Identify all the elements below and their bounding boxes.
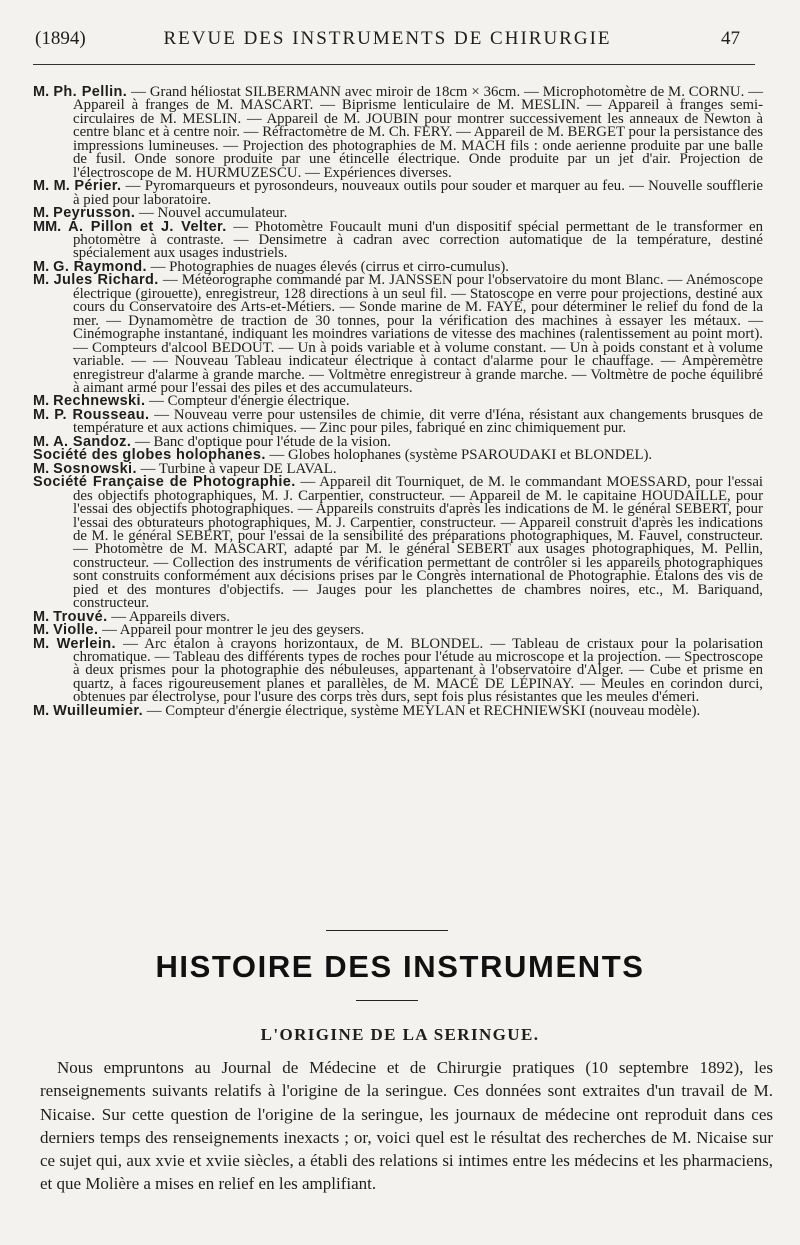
- entry-prefix: M.: [33, 635, 57, 652]
- entry-prefix: M.: [33, 433, 54, 450]
- header-rule: [33, 64, 755, 65]
- entry-prefix: M.: [33, 205, 54, 222]
- section-rule-bottom: [356, 1000, 418, 1001]
- list-item: [33, 274, 763, 395]
- year-label: (1894): [35, 28, 86, 49]
- entry-name: Trouvé.: [53, 608, 108, 625]
- entry-name: Violle.: [53, 622, 99, 639]
- entry-text: — Turbine à vapeur DE LAVAL.: [136, 460, 337, 477]
- list-item: [33, 476, 763, 611]
- entry-text: — Appareil dit Tourniquet, de M. le commandant MOESSARD, pour l'essai des objectifs photographiques, M. J. Carpentier, constructeur. — Appareil de M. le capitaine HOUDAILLE, pour l'essai des objectifs photographiques. — Appareils construits d'après les indications de M. le général SEBERT, pour l'essai des obturateurs photographiques, M. J. Carpentier, constructeur. — Appareil construit d'après les indications de M. le général SEBERT, pour l'essai de la sensibilité des préparations photographiques, M. Fauvel, constructeur. — Photomètre de M. MASCART, adapté par M. le général SEBERT aux usages photographiques, M. Pellin, constructeur. — Collection des instruments de vérification permettant de contrôler si les appareils photographiques sont construits conformément aux décisions prises par le Congrès international de Photographie. Étalons des vis de pied et des montures d'objectifs. — Jauges pour les planchettes de chambres noires, etc., M. Bariquand, constructeur.: [73, 474, 763, 612]
- entry-text: — Appareil pour montrer le jeu des geysers.: [98, 622, 365, 639]
- list-item: [33, 702, 763, 719]
- entry-name: P. Rousseau.: [54, 406, 150, 423]
- entry-text: — Compteur d'énergie électrique, système MEYLAN et RECHNIEWSKI (nouveau modèle).: [143, 702, 701, 719]
- entry-prefix: M.: [33, 272, 54, 289]
- entry-text: — Météorographe commandé par M. JANSSEN pour l'observatoire du mont Blanc. — Anémoscope électrique (girouette), enregistreur, 128 directions à un seul fil. — Statoscope en verre pour projections, destiné aux cours du Conservatoire des Arts-et-Métiers. — Sonde marine de M. FAYÉ, pour déterminer le relief du fond de la mer. — Dynamomètre de traction de 30 tonnes, pour la vérification des machines à essayer les métaux. — Cinémographe instantané, indiquant les moindres variations de vitesse des machines (ralentissement au point mort). — Compteurs d'alcool BEDOUT. — Un à poids variable et à volume constant. — Un à poids constant et à volume variable. — — Nouveau Tableau indicateur électrique à contact d'alarme pour le chauffage. — Ampèremètre enregistreur d'alarme à grande marche. — Voltmètre enregistreur à grande marche. — Voltmètre de poche équilibré à aimant armé pour l'essai des piles et des accumulateurs.: [73, 272, 763, 396]
- list-item: [33, 406, 763, 437]
- entry-prefix: M. M.: [33, 178, 75, 195]
- entry-prefix: M.: [33, 84, 54, 100]
- entry-name: Werlein.: [56, 635, 116, 652]
- entry-text: — Nouveau verre pour ustensiles de chimie, dit verre d'Iéna, résistant aux changements brusques de température et aux actions chimiques. — Zinc pour piles, fabriqué en zinc chimiquement pur.: [73, 406, 763, 437]
- entry-name: Ph. Pellin.: [53, 84, 128, 100]
- list-item: [33, 635, 764, 706]
- entry-text: — Grand héliostat SILBERMANN avec miroir de 18cm × 36cm. — Microphotomètre de M. CORNU. — Appareil à franges de M. MASCART. — Biprisme lenticulaire de M. MESLIN. — Appareil à franges semi-circulaires de M. MESLIN. — Appareil de M. JOUBIN pour montrer successivement les anneaux de Newton à centre blanc et à centre noir. — Réfractomètre de M. Ch. FERY. — Appareil de M. BERGET pour la persistance des impressions lumineuses. — Projection des photographies de M. MACH fils : onde aerienne produite par une balle de fusil. Onde sonore produite par une étincelle électrique. Onde produite par un jet d'air. Projection de l'électroscope de M. HURMUZESCU. — Expériences diverses.: [73, 84, 763, 181]
- entry-name: Wuilleumier.: [53, 702, 144, 719]
- exhibitor-list: [33, 86, 763, 718]
- entry-name: Périer.: [74, 178, 122, 195]
- entry-name: Société Française de Photographie.: [33, 474, 296, 491]
- entry-prefix: M.: [33, 393, 54, 410]
- entry-text: — Arc étalon à crayons horizontaux, de M. BLONDEL. — Tableau de cristaux pour la polarisation chromatique. — Tableau des différents types de roches pour l'étude au microscope et la projection. — Spectroscope à deux prismes pour la photographie des nébuleuses, appartenant à l'observatoire d'Alger. — Cube et prisme en quartz, à faces rigoureusement planes et parallèles, de M. MACÉ DE LÉPINAY. — Meules en corindon durci, obtenues par électrolyse, pour l'usure des corps très durs, sept fois plus résistantes que les meules d'émeri.: [73, 635, 764, 706]
- entry-prefix: M.: [33, 608, 54, 625]
- entry-name: Sosnowski.: [53, 460, 137, 477]
- list-item: [33, 218, 764, 262]
- entry-text: — Banc d'optique pour l'étude de la vision.: [131, 433, 391, 450]
- running-head: [35, 28, 740, 54]
- entry-name: Société des globes holophanes.: [33, 447, 266, 464]
- section-rule-top: [326, 930, 448, 931]
- entry-text: — Globes holophanes (système PSAROUDAKI et BLONDEL).: [265, 447, 653, 464]
- entry-prefix: M.: [33, 258, 54, 275]
- article-paragraph: Nous empruntons au Journal de Médecine et de Chirurgie pratiques (10 septembre 1892), les renseignements suivants relatifs à l'origine de la seringue. Ces données sont extraites d'un travail de M. Nicaise. Sur cette question de l'origine de la seringue, les journaux de médecine ont reproduit dans ces derniers temps des renseignements inexacts ; or, voici quel est le résultat des recherches de M. Nicaise sur ce sujet qui, aux xvie et xviie siècles, a établi des relations si intimes entre les médecins et les pharmaciens, et que Molière a mises en relief en les amplifiant.: [40, 1058, 773, 1194]
- entry-prefix: MM.: [33, 218, 69, 235]
- entry-name: A. Sandoz.: [53, 433, 132, 450]
- entry-text: — Compteur d'énergie électrique.: [145, 393, 350, 410]
- entry-text: — Pyromarqueurs et pyrosondeurs, nouveaux outils pour souder et marquer au feu. — Nouvelle soufflerie à pied pour laboratoire.: [73, 178, 763, 208]
- entry-text: — Nouvel accumulateur.: [135, 205, 288, 222]
- entry-name: Peyrusson.: [53, 205, 136, 222]
- entry-name: G. Raymond.: [53, 258, 147, 275]
- section-title: HISTOIRE DES INSTRUMENTS: [155, 949, 645, 984]
- entry-text: — Photomètre Foucault muni d'un dispositif spécial permettant de le transformer en photomètre à contraste. — Densimetre à cadran avec correction automatique de la température, destiné spécialement aux usages industriels.: [73, 218, 764, 262]
- list-item: [33, 180, 763, 207]
- entry-name: Jules Richard.: [53, 272, 159, 289]
- journal-title: REVUE DES INSTRUMENTS DE CHIRURGIE: [163, 28, 612, 49]
- article-title: L'ORIGINE DE LA SERINGUE.: [260, 1025, 540, 1044]
- entry-prefix: M.: [33, 460, 54, 477]
- entry-name: A. Pillon et J. Velter.: [68, 218, 227, 235]
- entry-prefix: M.: [33, 622, 54, 639]
- entry-name: Rechnewski.: [53, 393, 146, 410]
- entry-prefix: M.: [33, 702, 54, 719]
- page-number: 47: [721, 28, 740, 49]
- entry-prefix: M.: [33, 406, 55, 423]
- entry-text: — Appareils divers.: [107, 608, 230, 625]
- entry-text: — Photographies de nuages élevés (cirrus et cirro-cumulus).: [146, 258, 509, 275]
- list-item: [33, 86, 763, 180]
